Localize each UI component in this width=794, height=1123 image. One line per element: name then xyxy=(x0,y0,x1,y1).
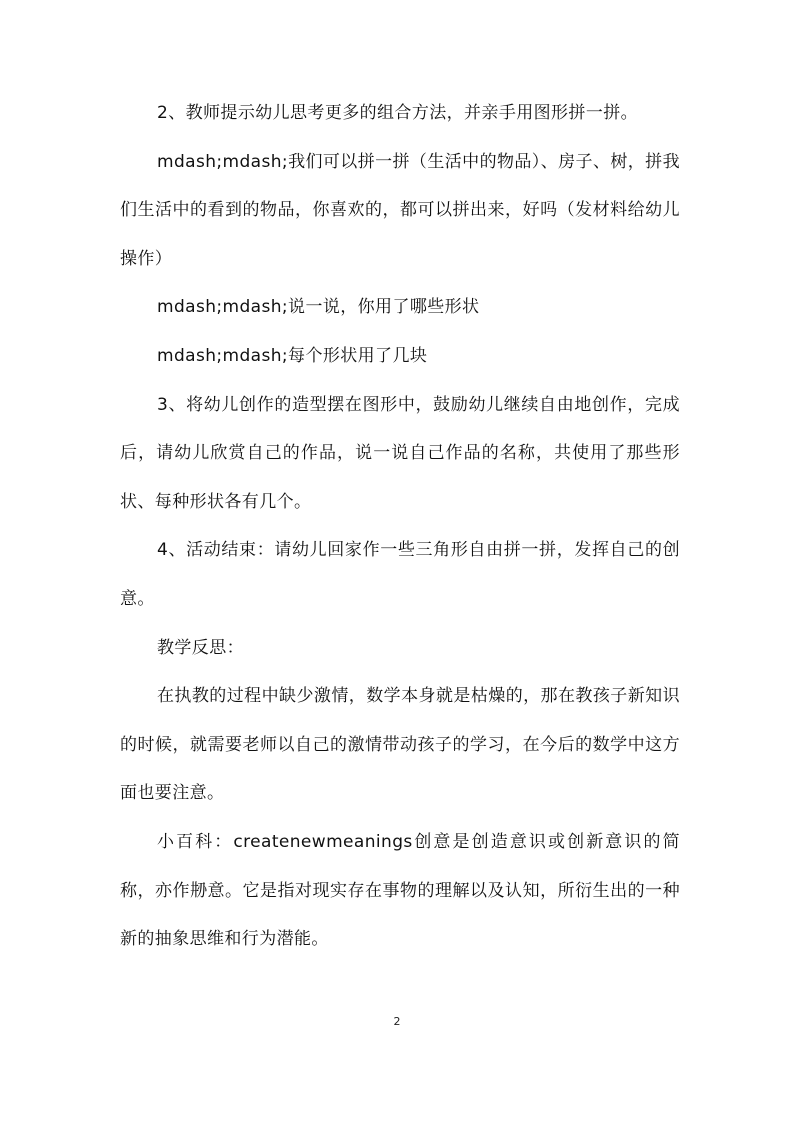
paragraph-dialogue-count: mdash;mdash;每个形状用了几块 xyxy=(157,345,428,366)
paragraph-reflection: 在执教的过程中缺少激情，数学本身就是枯燥的，那在教孩子新知识的时候，就需要老师以自己的激情带动孩子的学习，在今后的数学中这方面也要注意。 xyxy=(120,686,680,804)
document-body xyxy=(120,89,680,964)
paragraph-step-4: 4、活动结束：请幼儿回家作一些三角形自由拼一拼，发挥自己的创意。 xyxy=(120,540,680,609)
paragraph-dialogue-shapes: mdash;mdash;说一说，你用了哪些形状 xyxy=(157,297,480,318)
section-heading-reflection: 教学反思： xyxy=(157,637,244,658)
paragraph-step-2: 2、教师提示幼儿思考更多的组合方法，并亲手用图形拼一拼。 xyxy=(157,103,639,123)
page-number: 2 xyxy=(393,1015,401,1028)
paragraph-dialogue-build: mdash;mdash;我们可以拼一拼（生活中的物品）、房子、树，拼我们生活中的看到的物品，你喜欢的，都可以拼出来，好吗（发材料给幼儿操作） xyxy=(120,151,680,269)
paragraph-step-3: 3、将幼儿创作的造型摆在图形中，鼓励幼儿继续自由地创作，完成后，请幼儿欣赏自己的作品，说一说自己作品的名称，共使用了那些形状、每种形状各有几个。 xyxy=(120,394,680,512)
paragraph-encyclopedia: 小百科：createnewmeanings创意是创造意识或创新意识的简称，亦作刱意。它是指对现实存在事物的理解以及认知，所衍生出的一种新的抽象思维和行为潜能。 xyxy=(120,831,680,950)
